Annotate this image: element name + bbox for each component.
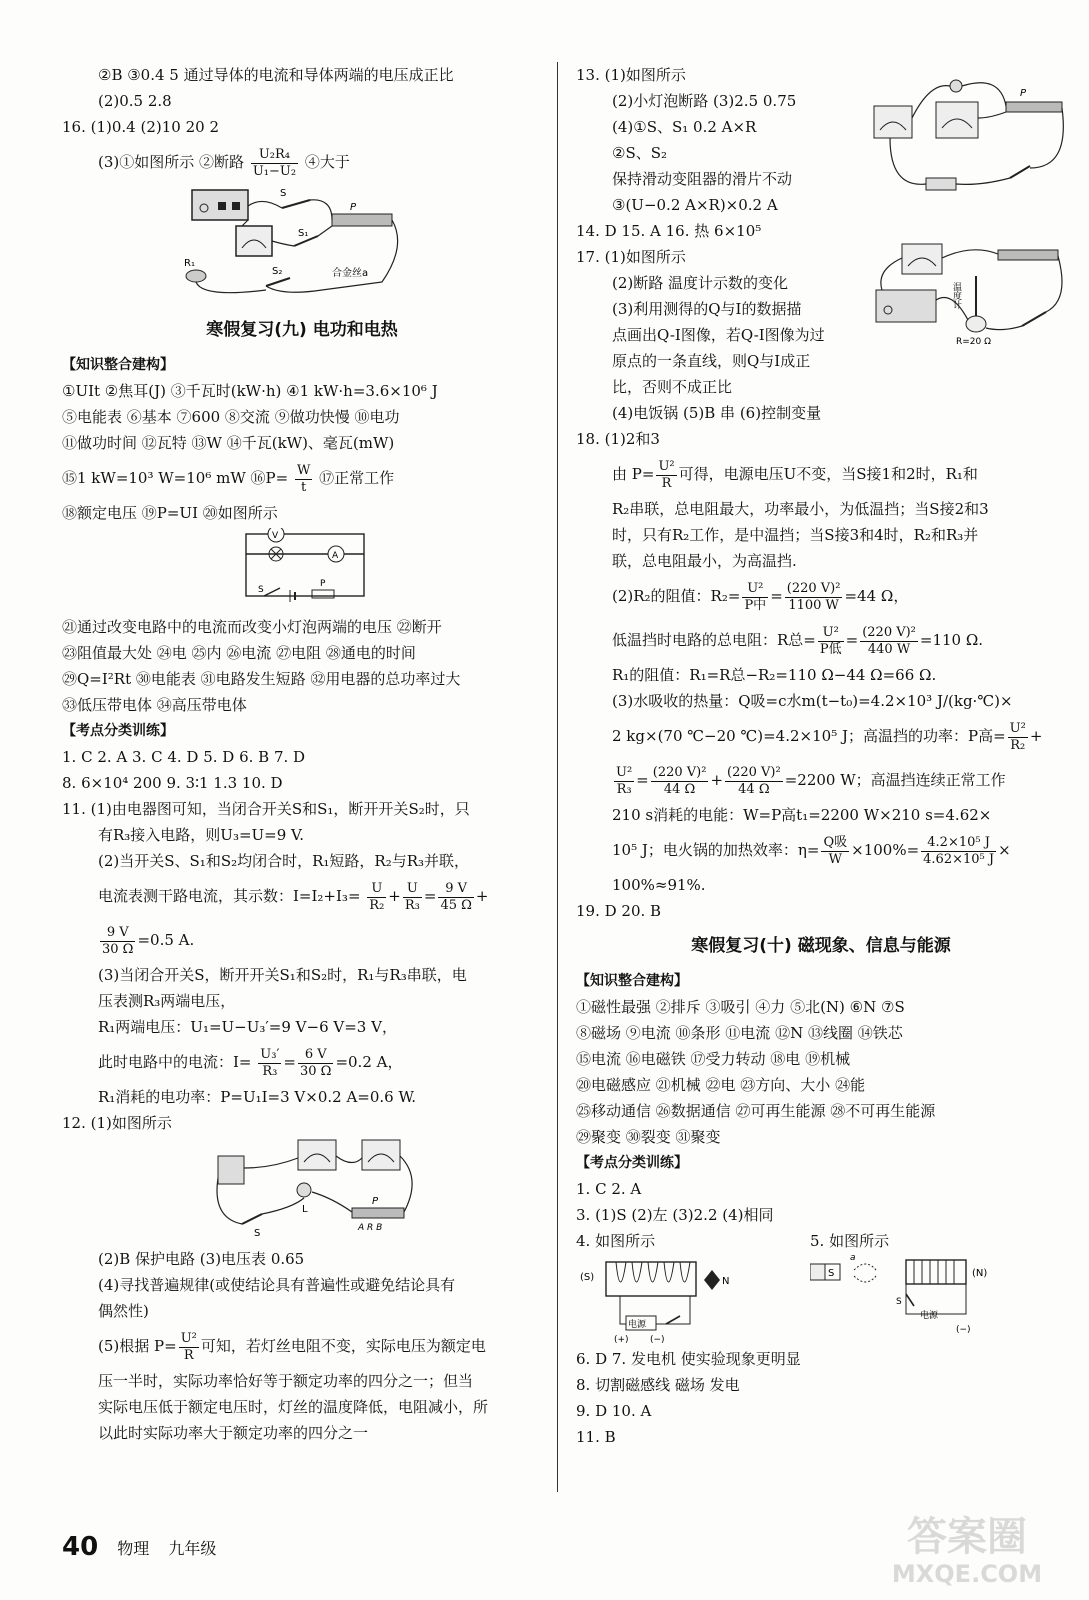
answer-line: (2)B 保护电路 (3)电压表 0.65 xyxy=(98,1250,305,1268)
answer-line: 时，只有R₂工作，是中温挡；当S接3和4时，R₂和R₃并 xyxy=(612,526,979,544)
answer-line: 12. (1)如图所示 xyxy=(62,1114,172,1132)
svg-text:温度计: 温度计 xyxy=(951,282,961,309)
fraction: $\frac{\text{(220 V)²}}{44 \Omega}$ xyxy=(652,764,707,797)
answer-line: 8. 切割磁感线 磁场 发电 xyxy=(576,1376,740,1394)
answer-line: ②S、S₂ xyxy=(612,144,668,162)
answer-line: ③(U−0.2 A×R)×0.2 A xyxy=(612,196,778,214)
svg-text:S: S xyxy=(254,1228,261,1239)
fraction: $\frac{\text{(220 V)²}}{1100 W}$ xyxy=(786,580,841,613)
svg-text:(−): (−) xyxy=(956,1325,971,1335)
fraction: $\frac{\text{U²}}{\text{P中}}$ xyxy=(744,580,767,613)
answer-line: ②B ③0.4 5 通过导体的电流和导体两端的电压成正比 xyxy=(98,66,454,84)
ammeter-icon xyxy=(902,244,942,274)
circuit-figure-17 xyxy=(872,240,1072,350)
answer-line: ㉕移动通信 ㉖数据通信 ㉗可再生能源 ㉘不可再生能源 xyxy=(576,1102,936,1120)
fraction: $\frac{\text{U²}}{\text{R₃}}$ xyxy=(616,764,633,797)
compass-needle-icon xyxy=(704,1270,720,1290)
grade-label: 九年级 xyxy=(168,1538,217,1558)
section-title: 寒假复习(十) 磁现象、信息与能源 xyxy=(691,936,951,956)
circuit-figure-16 xyxy=(182,186,422,302)
answer-line: (2)0.5 2.8 xyxy=(98,92,172,110)
text: ④大于 xyxy=(304,153,350,171)
switch-icon xyxy=(1010,166,1030,178)
section-heading: 【考点分类训练】 xyxy=(62,723,174,739)
answer-line: ⑤电能表 ⑥基本 ⑦600 ⑧交流 ⑨做功快慢 ⑩电功 xyxy=(62,408,400,426)
fraction: $\frac{\text{U²}}{\text{R₂}}$ xyxy=(1009,720,1026,753)
coil-icon xyxy=(906,1260,966,1284)
text: ⑰正常工作 xyxy=(319,469,395,487)
fraction: $\frac{\text{U²}}{\text{P低}}$ xyxy=(819,624,842,657)
answer-line: 原点的一条直线，则Q与I成正 xyxy=(612,352,811,370)
answer-line: (2)断路 温度计示数的变化 xyxy=(612,274,789,292)
answer-line: (4)寻找普遍规律(或使结论具有普遍性或避免结论具有 xyxy=(98,1276,456,1294)
svg-text:S₂: S₂ xyxy=(272,266,283,277)
answer-line: 11. (1)由电器图可知，当闭合开关S和S₁，断开开关S₂时，只 xyxy=(62,800,470,818)
svg-text:A R B: A R B xyxy=(358,1223,383,1233)
answer-line: R₁两端电压：U₁=U−U₃′=9 V−6 V=3 V， xyxy=(98,1018,397,1036)
answer-line: ⑮电流 ⑯电磁铁 ⑰受力转动 ⑱电 ⑲机械 xyxy=(576,1050,851,1068)
switch-icon xyxy=(1022,312,1046,326)
answer-line: (5)根据 P= $\frac{\text{U²}}{R}$ 可知，若灯丝电阻不变，实际电压为额定电 xyxy=(98,1330,486,1363)
answer-line: $\frac{9 V}{30 \Omega}$ =0.5 A. xyxy=(102,924,195,957)
rheostat-icon xyxy=(352,1208,404,1218)
lamp-icon xyxy=(297,1183,311,1197)
answer-line: (2)R₂的阻值：R₂= $\frac{\text{U²}}{\text{P中}}$ = $\frac{\text{(220 V)²}}{1100 W}$ =44 Ω， xyxy=(612,580,909,613)
switch-icon xyxy=(666,1316,680,1324)
fraction: $\frac{W}{t}$ xyxy=(296,462,311,495)
page-footer xyxy=(62,1532,230,1562)
left-column xyxy=(62,62,542,1446)
answer-line: 4. 如图所示 5. 如图所示 xyxy=(576,1232,890,1250)
switch-icon xyxy=(282,200,310,208)
text: ⑮1 kW=10³ W=10⁶ mW ⑯P= xyxy=(62,469,289,487)
answer-line: ①磁性最强 ②排斥 ③吸引 ④力 ⑤北(N) ⑥N ⑦S xyxy=(576,998,905,1016)
answer-line: 此时电路中的电流：I= $\frac{\text{U₃′}}{\text{R₃}}$ = $\frac{6 V}{30 \Omega}$ =0.2 A， xyxy=(98,1046,403,1079)
meter-icon xyxy=(236,226,272,256)
electromagnet-figure-5 xyxy=(810,1254,1000,1346)
answer-line: (3)当闭合开关S，断开开关S₁和S₂时，R₁与R₃串联，电 xyxy=(98,966,467,984)
svg-text:N: N xyxy=(722,1276,730,1287)
battery-icon xyxy=(218,1156,244,1184)
answer-line: ㉝低压带电体 ㉞高压带电体 xyxy=(62,696,247,714)
answer-line: 有R₃接入电路，则U₃=U=9 V. xyxy=(98,826,305,844)
answer-line: 电流表测干路电流，其示数：I=I₂+I₃= $\frac{U}{\text{R₂}}$ + $\frac{U}{\text{R₃}}$ = $\frac{9 V}{45 \Omega}$ + xyxy=(98,880,489,913)
block-13-17 xyxy=(576,62,1066,426)
svg-text:S: S xyxy=(896,1297,902,1307)
answer-line xyxy=(62,140,542,184)
column-divider xyxy=(557,62,558,1492)
voltmeter-icon xyxy=(298,1140,336,1170)
answer-line: R₁消耗的电功率：P=U₁I=3 V×0.2 A=0.6 W. xyxy=(98,1088,417,1106)
figures-4-5 xyxy=(576,1254,1066,1346)
svg-text:S: S xyxy=(258,585,264,595)
fraction: $\frac{\text{U²}}{R}$ xyxy=(180,1330,197,1363)
svg-text:P: P xyxy=(320,579,326,589)
fraction: $\frac{9 V}{30 \Omega}$ xyxy=(102,924,134,957)
answer-line: (4)电饭锅 (5)B 串 (6)控制变量 xyxy=(612,404,822,422)
svg-text:A: A xyxy=(332,551,339,561)
answer-line: 以此时实际功率大于额定功率的四分之一 xyxy=(98,1424,369,1442)
circuit-figure-20 xyxy=(240,528,380,608)
answer-line: ㉑通过改变电路中的电流而改变小灯泡两端的电压 ㉒断开 xyxy=(62,618,442,636)
rheostat-icon xyxy=(332,214,392,226)
svg-text:V: V xyxy=(272,531,279,541)
svg-text:(N): (N) xyxy=(972,1268,988,1279)
answer-line: 10⁵ J；电火锅的加热效率：η= $\frac{\text{Q吸}}{W}$ ×100%= $\frac{\text{4.2×10⁵ J}}{\text{4.62×10⁵ J}}$ × xyxy=(612,834,1011,867)
resistor-icon xyxy=(186,270,206,282)
answer-line: (3)利用测得的Q与I的数据描 xyxy=(612,300,802,318)
electromagnet-figure-4 xyxy=(580,1254,760,1346)
switch-icon xyxy=(266,278,290,286)
answer-line: R₂串联，总电阻最大，功率最小，为低温挡；当S接2和3 xyxy=(612,500,989,518)
fraction: $\frac{\text{Q吸}}{W}$ xyxy=(823,834,848,867)
watermark-logo xyxy=(867,1506,1067,1590)
svg-text:MXQE.COM: MXQE.COM xyxy=(891,1560,1043,1588)
page-number: 40 xyxy=(62,1532,99,1562)
answer-line: 19. D 20. B xyxy=(576,902,662,920)
answer-line: 2 kg×(70 ℃−20 ℃)=4.2×10⁵ J；高温挡的功率：P高= $\frac{\text{U²}}{\text{R₂}}$ + xyxy=(612,720,1043,753)
text: (3)①如图所示 ②断路 xyxy=(98,153,245,171)
svg-text:a: a xyxy=(850,1254,856,1263)
answer-line: 210 s消耗的电能：W=P高t₁=2200 W×210 s=4.62× xyxy=(612,806,992,824)
answer-line: 压一半时，实际功率恰好等于额定功率的四分之一；但当 xyxy=(98,1372,474,1390)
fraction: $\frac{9 V}{45 \Omega}$ xyxy=(440,880,472,913)
answer-line: 14. D 15. A 16. 热 6×10⁵ xyxy=(576,222,762,240)
switch-icon xyxy=(906,1294,914,1306)
answer-line: 1. C 2. A xyxy=(576,1180,642,1198)
answer-line: (2)小灯泡断路 (3)2.5 0.75 xyxy=(612,92,797,110)
section-title: 寒假复习(九) 电功和电热 xyxy=(206,320,398,340)
fraction: $\frac{\text{(220 V)²}}{440 W}$ xyxy=(862,624,916,657)
subject-label: 物理 xyxy=(117,1538,150,1558)
section-heading: 【知识整合建构】 xyxy=(62,357,174,373)
fraction: $\frac{\text{(220 V)²}}{44 \Omega}$ xyxy=(727,764,781,797)
answer-line: 6. D 7. 发电机 使实验现象更明显 xyxy=(576,1350,801,1368)
answer-line: 100%≈91%. xyxy=(612,876,706,894)
svg-text:答案圈: 答案圈 xyxy=(907,1514,1027,1560)
svg-text:电源: 电源 xyxy=(628,1320,647,1330)
svg-text:P: P xyxy=(350,202,357,213)
answer-line: 18. (1)2和3 xyxy=(576,430,660,448)
answer-line: 比，否则不成正比 xyxy=(612,378,733,396)
switch-icon xyxy=(242,1214,262,1224)
answer-line: (4)①S、S₁ 0.2 A×R xyxy=(612,118,757,136)
answer-line xyxy=(62,456,542,500)
section-heading: 【考点分类训练】 xyxy=(576,1155,688,1171)
answer-line: 压表测R₃两端电压， xyxy=(98,992,236,1010)
answer-line: 实际电压低于额定电压时，灯丝的温度降低，电阻减小，所 xyxy=(98,1398,489,1416)
fraction: $\frac{6 V}{30 \Omega}$ xyxy=(299,1046,332,1079)
lamp-icon xyxy=(950,80,962,92)
svg-text:(S): (S) xyxy=(580,1272,595,1283)
answer-line: ㉙Q=I²Rt ㉚电能表 ㉛电路发生短路 ㉜用电器的总功率过大 xyxy=(62,670,461,688)
circuit-figure-12 xyxy=(212,1138,432,1240)
answer-line: 8. 6×10⁴ 200 9. 3∶1 1.3 10. D xyxy=(62,774,283,792)
answer-line: ⑱额定电压 ⑲P=UI ⑳如图所示 xyxy=(62,504,278,522)
ammeter-icon xyxy=(362,1140,400,1170)
svg-text:S: S xyxy=(828,1268,835,1279)
answer-line: ⑳电磁感应 ㉑机械 ㉒电 ㉓方向、大小 ㉔能 xyxy=(576,1076,866,1094)
fraction: $\frac{\text{U₃′}}{\text{R₃}}$ xyxy=(260,1046,280,1079)
right-column xyxy=(576,62,1066,1450)
voltmeter-icon xyxy=(936,102,978,138)
answer-line: 保持滑动变阻器的滑片不动 xyxy=(612,170,793,188)
answer-line: 偶然性) xyxy=(98,1302,149,1320)
battery-icon xyxy=(926,178,956,190)
rheostat-icon xyxy=(998,250,1058,260)
answer-line: ⑪做功时间 ⑫瓦特 ⑬W ⑭千瓦(kW)、毫瓦(mW) xyxy=(62,434,395,452)
answer-line: 点画出Q-I图像，若Q-I图像为过 xyxy=(612,326,825,344)
svg-text:(−): (−) xyxy=(650,1335,665,1345)
answer-line: ①UIt ②焦耳(J) ③千瓦时(kW·h) ④1 kW·h=3.6×10⁶ J xyxy=(62,382,438,400)
section-heading: 【知识整合建构】 xyxy=(576,973,688,989)
answer-line: R₁的阻值：R₁=R总−R₂=110 Ω−44 Ω=66 Ω. xyxy=(612,666,937,684)
answer-line: ⑧磁场 ⑨电流 ⑩条形 ⑪电流 ⑫N ⑬线圈 ⑭铁芯 xyxy=(576,1024,903,1042)
svg-text:P: P xyxy=(1020,88,1027,99)
svg-text:R₁: R₁ xyxy=(184,258,195,269)
answer-line: 17. (1)如图所示 xyxy=(576,248,686,266)
answer-line: $\frac{\text{U²}}{\text{R₃}}$ = $\frac{\text{(220 V)²}}{44 \Omega}$ + $\frac{\text{(220 V)²}}{44 \Omega}$ =2200 W；高温挡连续正常工作 xyxy=(616,764,1006,797)
fraction: $\frac{\text{U₂R₄}}{\text{U₁−U₂}}$ xyxy=(252,146,297,179)
svg-text:(+): (+) xyxy=(614,1335,629,1345)
answer-line: 低温挡时电路的总电阻：R总= $\frac{\text{U²}}{\text{P低}}$ = $\frac{\text{(220 V)²}}{440 W}$ =110 Ω. xyxy=(612,624,984,657)
svg-text:电源: 电源 xyxy=(920,1311,939,1321)
answer-line: 由 P= $\frac{\text{U²}}{R}$ 可得，电源电压U不变，当S接1和2时，R₁和 xyxy=(612,458,978,491)
answer-line: 11. B xyxy=(576,1428,616,1446)
fraction: $\frac{U}{\text{R₃}}$ xyxy=(404,880,420,913)
svg-text:L: L xyxy=(302,1204,308,1215)
fraction: $\frac{\text{U²}}{R}$ xyxy=(658,458,675,491)
svg-text:R=20 Ω: R=20 Ω xyxy=(956,337,991,347)
svg-text:P: P xyxy=(372,1196,379,1207)
answer-line: (3)水吸收的热量：Q吸=c水m(t−t₀)=4.2×10³ J/(kg·℃)× xyxy=(612,692,1013,710)
rheostat-icon xyxy=(1006,102,1062,112)
answer-line: 16. (1)0.4 (2)10 20 2 xyxy=(62,118,219,136)
fraction: $\frac{U}{\text{R₂}}$ xyxy=(369,880,385,913)
answer-line: (2)当开关S、S₁和S₂均闭合时，R₁短路，R₂与R₃并联， xyxy=(98,852,470,870)
answer-line: 3. (1)S (2)左 (3)2.2 (4)相同 xyxy=(576,1206,774,1224)
answer-line: 1. C 2. A 3. C 4. D 5. D 6. B 7. D xyxy=(62,748,306,766)
answer-line: ㉙聚变 ㉚裂变 ㉛聚变 xyxy=(576,1128,721,1146)
answer-line: ㉓阻值最大处 ㉔电 ㉕内 ㉖电流 ㉗电阻 ㉘通电的时间 xyxy=(62,644,416,662)
svg-text:S₁: S₁ xyxy=(298,228,309,239)
answer-line: 9. D 10. A xyxy=(576,1402,652,1420)
circuit-figure-13 xyxy=(870,78,1070,198)
fraction: $\frac{\text{4.2×10⁵ J}}{\text{4.62×10⁵ J}}$ xyxy=(923,834,995,867)
svg-text:S: S xyxy=(280,188,287,199)
svg-text:合金丝a: 合金丝a xyxy=(332,268,369,279)
answer-line: 13. (1)如图所示 xyxy=(576,66,686,84)
power-supply-icon xyxy=(876,290,936,322)
answer-line: 联，总电阻最小，为高温挡. xyxy=(612,552,797,570)
